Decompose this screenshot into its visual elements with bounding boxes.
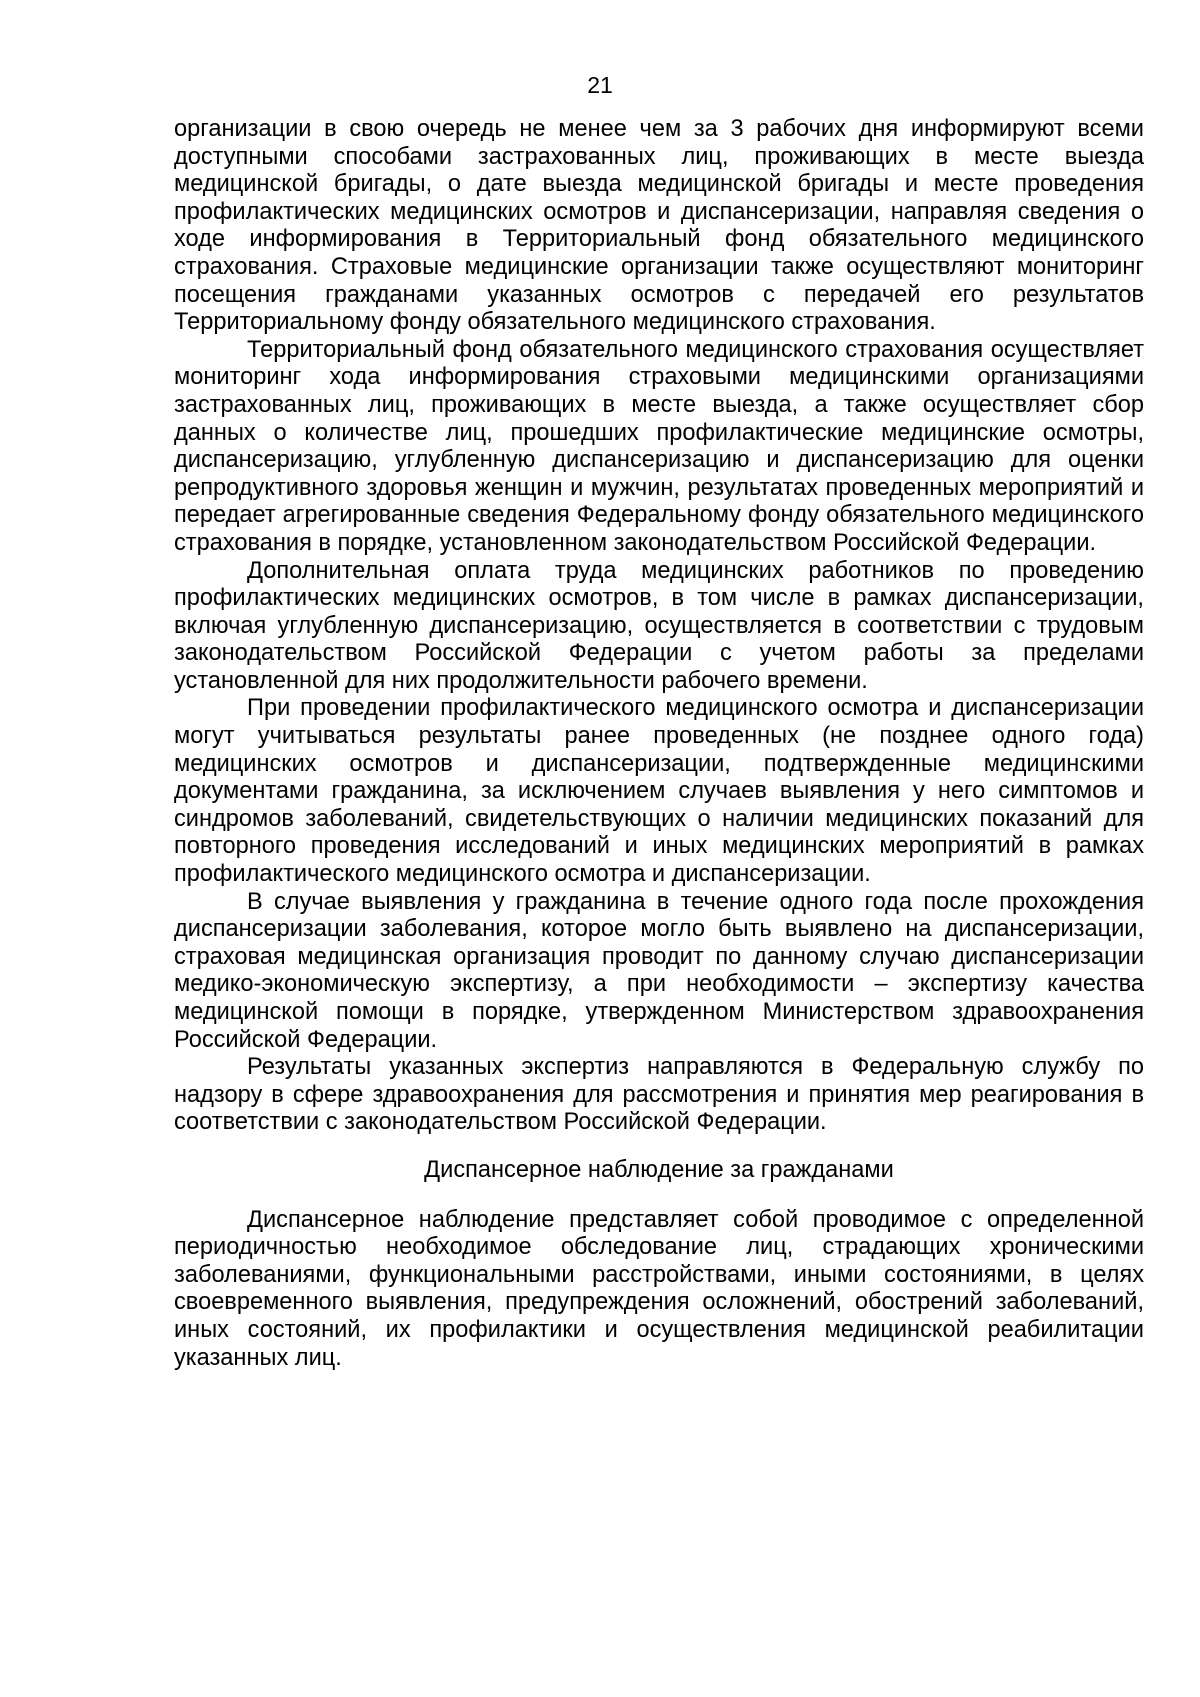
paragraph-previous-results: При проведении профилактического медицинского осмотра и диспансеризации могут учитываться результаты ранее проведенных (не позднее одного года) медицинских осмотров и диспансеризации, подтвержденные медицинскими документами гражданина, за исключением случаев выявления у него симптомов и синдромов заболеваний, свидетельствующих о наличии медицинских показаний для повторного проведения исследований и иных медицинских мероприятий в рамках профилактического медицинского осмотра и диспансеризации. bbox=[174, 695, 1144, 888]
section-heading: Диспансерное наблюдение за гражданами bbox=[424, 1156, 894, 1183]
page-number: 21 bbox=[587, 72, 613, 98]
document-body bbox=[174, 116, 1144, 1372]
paragraph-additional-payment: Дополнительная оплата труда медицинских работников по проведению профилактических медицинских осмотров, в том числе в рамках диспансеризации, включая углубленную диспансеризацию, осуществляется в соответствии с трудовым законодательством Российской Федерации с учетом работы за пределами установленной для них продолжительности рабочего времени. bbox=[174, 557, 1144, 694]
paragraph-continuation: организации в свою очередь не менее чем за 3 рабочих дня информируют всеми доступными способами застрахованных лиц, проживающих в месте выезда медицинской бригады, о дате выезда медицинской бригады и месте проведения профилактических медицинских осмотров и диспансеризации, направляя сведения о ходе информирования в Территориальный фонд обязательного медицинского страхования. Страховые медицинские организации также осуществляют мониторинг посещения гражданами указанных осмотров с передачей его результатов Территориальному фонду обязательного медицинского страхования. bbox=[174, 116, 1144, 336]
paragraph-disease-detection-expertise: В случае выявления у гражданина в течение одного года после прохождения диспансеризации заболевания, которое могло быть выявлено на диспансеризации, страховая медицинская организация проводит по данному случаю диспансеризации медико-экономическую экспертизу, а при необходимости – экспертизу качества медицинской помощи в порядке, утвержденном Министерством здравоохранения Российской Федерации. bbox=[174, 888, 1144, 1053]
paragraph-territorial-fund-monitoring: Территориальный фонд обязательного медицинского страхования осуществляет мониторинг хода информирования страховыми медицинскими организациями застрахованных лиц, проживающих в месте выезда, а также осуществляет сбор данных о количестве лиц, прошедших профилактические медицинские осмотры, диспансеризацию, углубленную диспансеризацию и диспансеризацию для оценки репродуктивного здоровья женщин и мужчин, результатах проведенных мероприятий и передает агрегированные сведения Федеральному фонду обязательного медицинского страхования в порядке, установленном законодательством Российской Федерации. bbox=[174, 336, 1144, 556]
paragraph-expertise-results: Результаты указанных экспертиз направляются в Федеральную службу по надзору в сфере здравоохранения для рассмотрения и принятия мер реагирования в соответствии с законодательством Российской Федерации. bbox=[174, 1054, 1144, 1136]
paragraph-dispensary-observation: Диспансерное наблюдение представляет собой проводимое с определенной периодичностью необходимое обследование лиц, страдающих хроническими заболеваниями, функциональными расстройствами, иными состояниями, в целях своевременного выявления, предупреждения осложнений, обострений заболеваний, иных состояний, их профилактики и осуществления медицинской реабилитации указанных лиц. bbox=[174, 1206, 1144, 1371]
